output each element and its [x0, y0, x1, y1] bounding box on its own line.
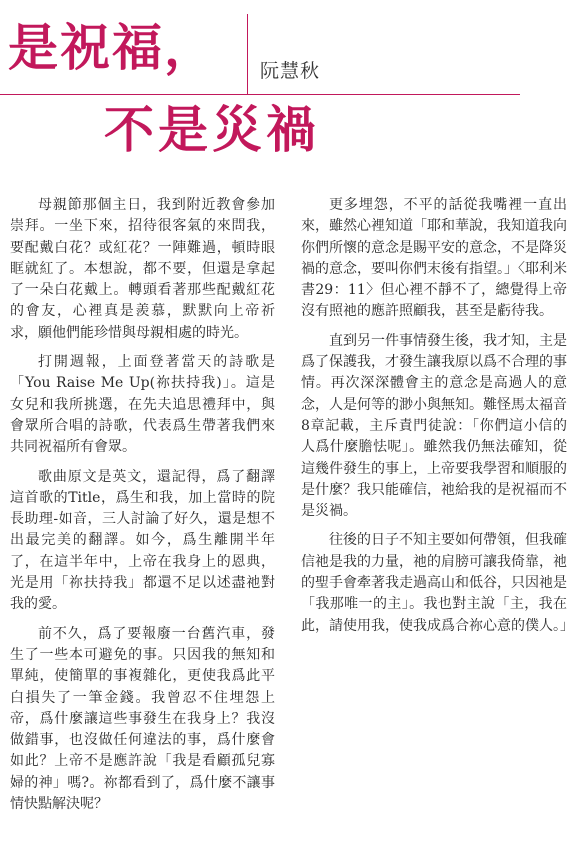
article-title-line1: 是祝福， — [8, 18, 216, 77]
paragraph: 前不久，爲了要報廢一台舊汽車，發生了一些本可避免的事。只因我的無知和單純，使簡單的事複雜化，更使我爲此平白損失了一筆金錢。我曾忍不住埋怨上帝，爲什麼讓這些事發生在我身上？我沒做錯事，也沒做任何違法的事，爲什麼會如此？上帝不是應許說「我是看顧孤兒寡婦的神」嗎?。祢都看到了，爲什麼不讓事情快點解決呢？ — [10, 625, 275, 813]
author-name: 阮慧秋 — [260, 60, 321, 82]
paragraph: 往後的日子不知主要如何帶領，但我確信祂是我的力量，祂的肩膀可讓我倚靠，祂的聖手會牽著我走過高山和低谷，只因祂是「我那唯一的主」。我也對主說「主，我在此，請使用我，使我成爲合祢心意的僕人。」 — [301, 532, 574, 634]
article-title-line2: 不是災禍 — [104, 100, 320, 159]
paragraph: 打開週報，上面登著當天的詩歌是「You Raise Me Up(祢扶持我)」。這是女兒和我所挑選，在先夫追思禮拜中，與會眾所合唱的詩歌，代表爲生帶著我們來共同祝福所有會眾。 — [10, 354, 275, 456]
paragraph: 母親節那個主日，我到附近教會參加崇拜。一坐下來，招待很客氣的來問我，要配戴白花？或紅花？一陣難過，頓時眼眶就紅了。本想說，都不要，但還是拿起了一朵白花戴上。轉頭看著那些配戴紅花的會友，心裡真是羨慕，默默向上帝祈求，願他們能珍惜與母親相處的時光。 — [10, 197, 275, 341]
article-column-right — [301, 195, 574, 645]
article-column-left — [10, 195, 275, 823]
title-horizontal-divider — [0, 94, 520, 95]
paragraph: 歌曲原文是英文，還記得，爲了翻譯這首歌的Title，爲生和我，加上當時的院長助理-如音，三人討論了好久，還是想不出最完美的翻譯。如今，爲生離開半年了，在這半年中，上帝在我身上的恩典，光是用「祢扶持我」都還不足以述盡祂對我的愛。 — [10, 468, 275, 613]
title-vertical-divider — [247, 14, 248, 94]
paragraph: 直到另一件事情發生後，我才知，主是爲了保護我，才發生讓我原以爲不合理的事情。再次深深體會主的意念是高過人的意念，人是何等的渺小與無知。難怪馬太福音8章記載，主斥責門徒說：「你們這小信的人爲什麼膽怯呢」。雖然我仍無法確知，從這幾件發生的事上，上帝要我學習和順服的是什麼？我只能確信，祂給我的是祝福而不是災禍。 — [301, 332, 567, 520]
paragraph: 更多埋怨，不平的話從我嘴裡一直出來，雖然心裡知道「耶和華說，我知道我向你們所懷的意念是賜平安的意念，不是降災禍的意念，要叫你們末後有指望。」〈耶利米書29：11〉但心裡不靜不了，總覺得上帝沒有照祂的應許照顧我，甚至是虧待我。 — [301, 197, 567, 320]
